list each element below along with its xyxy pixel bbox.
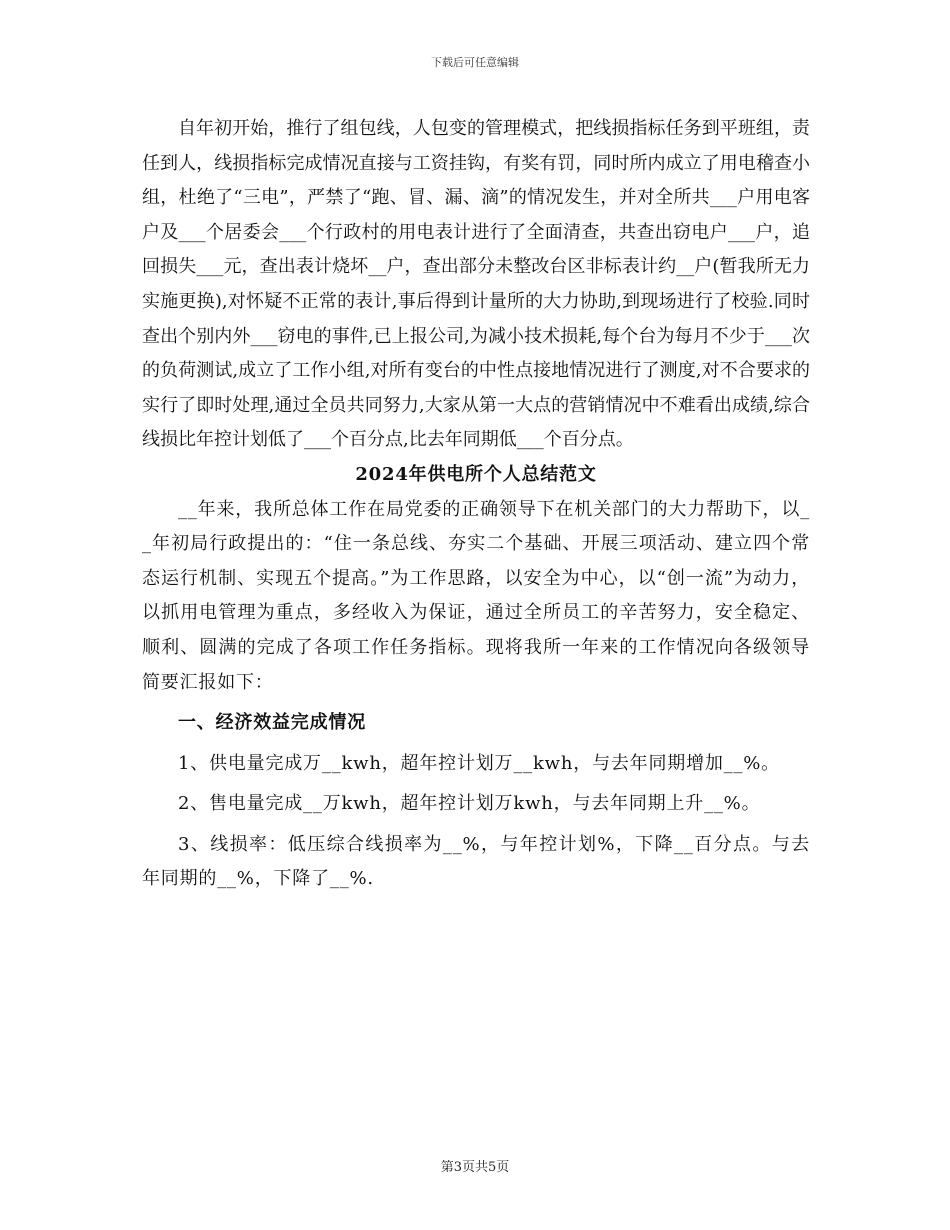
document-body bbox=[142, 112, 810, 897]
page-header: 下载后可任意编辑 bbox=[431, 56, 519, 69]
list-item-line-loss-rate: 3、线损率：低压综合线损率为__%，与年控计划%，下降__百分点。与去年同期的__%，下降了__%. bbox=[142, 833, 810, 890]
page-number: 第3页共5页 bbox=[440, 1160, 510, 1175]
list-item-power-supply: 1、供电量完成万__kwh，超年控计划万__kwh，与去年同期增加__%。 bbox=[178, 752, 780, 774]
document-title: 2024年供电所个人总结范文 bbox=[355, 463, 597, 485]
section-heading-economic-benefits: 一、经济效益完成情况 bbox=[178, 712, 366, 734]
paragraph-annual-overview: __年来，我所总体工作在局党委的正确领导下在机关部门的大力帮助下，以__年初局行政提出的：“住一条总线、夯实二个基础、开展三项活动、建立四个常态运行机制、实现五个提高。”为工作思路，以安全为中心，以“创一流”为动力，以抓用电管理为重点，多经收入为保证，通过全所员工的辛苦努力，安全稳定、顺利、圆满的完成了各项工作任务指标。现将我所一年来的工作情况向各级领导简要汇报如下： bbox=[142, 498, 810, 693]
paragraph-line-loss-management: 自年初开始，推行了组包线，人包变的管理模式，把线损指标任务到平班组，责任到人，线损指标完成情况直接与工资挂钩，有奖有罚，同时所内成立了用电稽查小组，杜绝了“三电”，严禁了“跑、冒、漏、滴”的情况发生，并对全所共___户用电客户及___个居委会___个行政村的用电表计进行了全面清查，共查出窃电户___户，追回损失___元，查出表计烧坏__户，查出部分未整改台区非标表计约__户(暂我所无力实施更换),对怀疑不正常的表计,事后得到计量所的大力协助,到现场进行了校验.同时查出个别内外___窃电的事件,已上报公司,为减小技术损耗,每个台为每月不少于___次的负荷测试,成立了工作小组,对所有变台的中性点接地情况进行了测度,对不合要求的实行了即时处理,通过全员共同努力,大家从第一大点的营销情况中不难看出成绩,综合线损比年控计划低了___个百分点,比去年同期低___个百分点。 bbox=[142, 118, 810, 451]
list-item-power-sales: 2、售电量完成__万kwh，超年控计划万kwh，与去年同期上升__%。 bbox=[178, 793, 761, 815]
